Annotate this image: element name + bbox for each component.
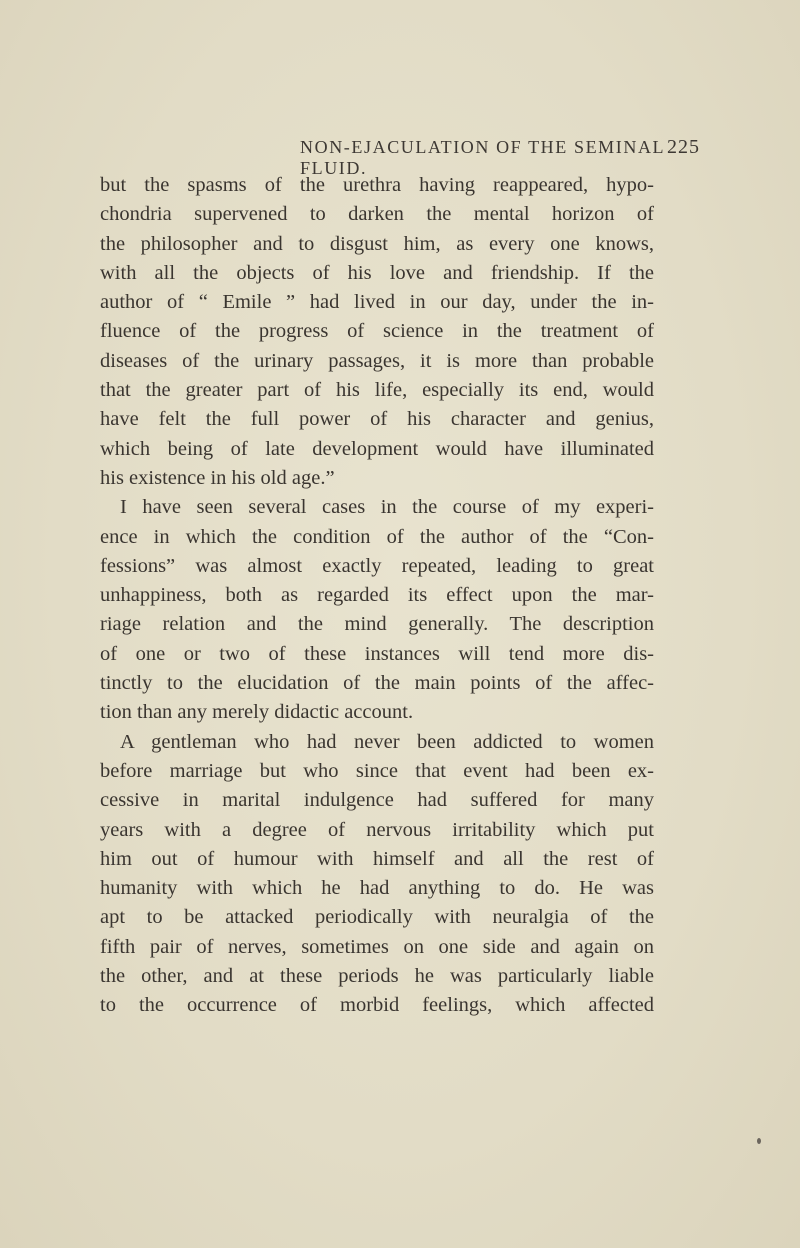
text-line: but the spasms of the urethra having reappeared, hypo- [100,174,654,196]
text-line: riage relation and the mind generally. The description [100,613,654,636]
text-line: to the occurrence of morbid feelings, which affected [100,994,654,1017]
paper-speck [757,1138,761,1144]
text-line: diseases of the urinary passages, it is more than probable [100,349,654,372]
text-line: tinctly to the elucidation of the main points of the affec- [100,672,654,695]
text-line: fluence of the progress of science in the treatment of [100,320,654,343]
text-line: tion than any merely didactic account. [100,701,414,724]
text-line: before marriage but who since that event had been ex- [100,759,654,782]
text-line: humanity with which he had anything to do. He was [100,877,654,900]
body-text [100,171,654,1021]
text-line: cessive in marital indulgence had suffered for many [100,789,654,812]
text-line: that the greater part of his life, especially its end, would [100,379,654,402]
text-line: the philosopher and to disgust him, as every one knows, [100,232,654,255]
text-line: ence in which the condition of the author of the “Con- [100,525,654,548]
text-line: author of “ Emile ” had lived in our day, under the in- [100,291,654,314]
text-line: with all the objects of his love and friendship. If the [100,261,654,284]
text-line: which being of late development would have illuminated [100,437,654,460]
text-line: of one or two of these instances will tend more dis- [100,642,654,665]
text-line: fifth pair of nerves, sometimes on one side and again on [100,935,654,958]
text-line: years with a degree of nervous irritability which put [100,818,654,841]
text-line: I have seen several cases in the course of my experi- [120,496,654,519]
text-line: him out of humour with himself and all the rest of [100,847,654,870]
text-line: fessions” was almost exactly repeated, leading to great [100,554,654,577]
text-line: unhappiness, both as regarded its effect upon the mar- [100,584,654,607]
text-line: his existence in his old age.” [100,466,335,489]
text-line: the other, and at these periods he was particularly liable [100,965,654,988]
page-number: 225 [667,136,700,158]
text-line: chondria supervened to darken the mental horizon of [100,203,654,226]
running-title: NON-EJACULATION OF THE SEMINAL FLUID. [300,137,665,178]
text-line: A gentleman who had never been addicted to women [120,730,654,753]
text-line: apt to be attacked periodically with neuralgia of the [100,906,654,929]
text-line: have felt the full power of his character and genius, [100,408,654,431]
